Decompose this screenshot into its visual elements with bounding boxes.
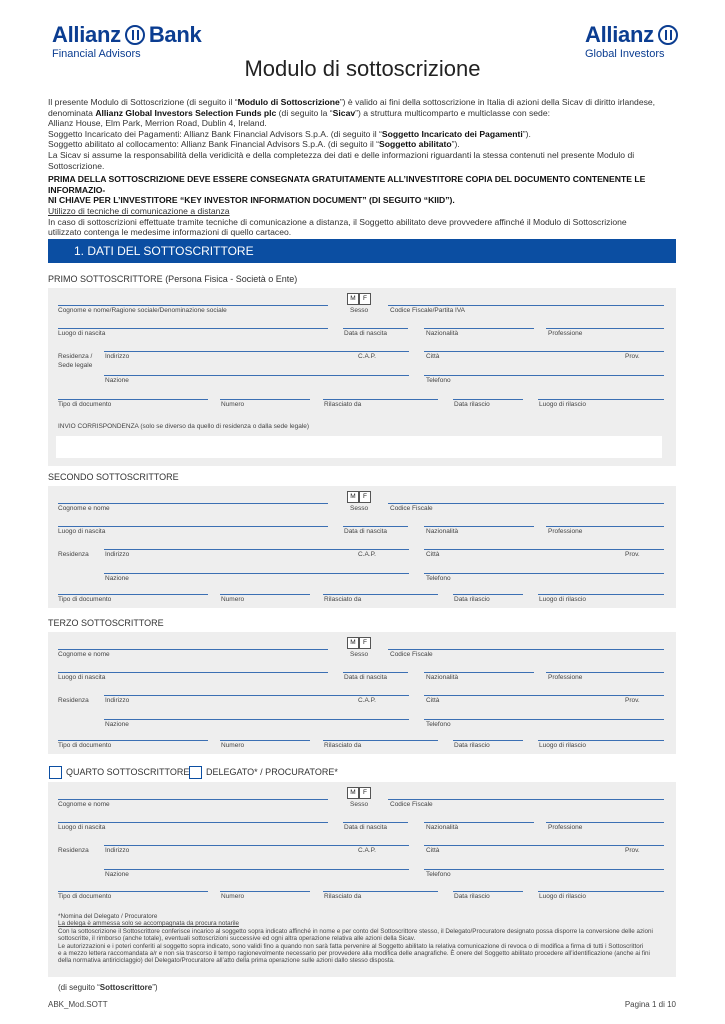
secondo-profession-field[interactable] xyxy=(546,526,664,527)
delegato-checkbox[interactable] xyxy=(189,766,202,779)
secondo-birthplace-label: Luogo di nascita xyxy=(58,528,106,535)
quarto-issuer-field[interactable] xyxy=(323,891,438,892)
quarto-issueplace-field[interactable] xyxy=(538,891,664,892)
intro-p4a: Soggetto Incaricato dei Pagamenti: Allianz Bank Financial Advisors S.p.A. (di seguito il “ xyxy=(48,128,382,139)
primo-name-label: Cognome e nome/Ragione sociale/Denominazione sociale xyxy=(58,307,227,314)
secondo-nationality-field[interactable] xyxy=(424,526,534,527)
intro-p6: La Sicav si assume la responsabilità della veridicità e della completezza dei dati e delle informazioni riguardanti la stessa contenuti nel presente Modulo di xyxy=(48,149,635,160)
primo-sex-label: Sesso xyxy=(350,307,369,314)
primo-heading xyxy=(48,274,297,284)
terzo-docnum-label: Numero xyxy=(221,742,245,749)
terzo-profession-label: Professione xyxy=(548,674,583,681)
terzo-profession-field[interactable] xyxy=(546,672,664,673)
intro-p2b: Allianz Global Investors Selection Funds plc xyxy=(95,107,277,118)
primo-correspondence-label: INVIO CORRISPONDENZA (solo se diverso da quello di residenza o dalla sede legale) xyxy=(58,423,310,430)
quarto-doctype-label: Tipo di documento xyxy=(58,893,112,900)
allianz-eagle-icon xyxy=(125,25,145,45)
primo-address-label: Indirizzo xyxy=(105,353,130,360)
primo-name-field[interactable] xyxy=(58,305,328,306)
quarto-prov-label: Prov. xyxy=(625,847,640,854)
secondo-sex-m[interactable]: M xyxy=(347,491,359,503)
kiid-notice-2: NI CHIAVE PER L’INVESTITORE “KEY INVESTOR INFORMATION DOCUMENT” (DI SEGUITO “KIID”). xyxy=(48,195,455,206)
terzo-birthplace-label: Luogo di nascita xyxy=(58,674,106,681)
quarto-issueplace-label: Luogo di rilascio xyxy=(539,893,586,900)
primo-correspondence-field[interactable] xyxy=(56,436,662,458)
terzo-address-field[interactable] xyxy=(104,695,409,696)
secondo-issuer-label: Rilasciato da xyxy=(324,596,362,603)
allianz-bank-logo xyxy=(52,22,201,60)
terzo-doctype-field[interactable] xyxy=(58,740,208,741)
quarto-birthdate-label: Data di nascita xyxy=(344,824,387,831)
note-2: La delega è ammessa solo se accompagnata da procura notarile xyxy=(58,920,239,928)
delegate-notes xyxy=(58,913,670,965)
primo-heading-a: PRIMO SOTTOSCRITTORE xyxy=(48,274,163,284)
terzo-docnum-field[interactable] xyxy=(220,740,310,741)
primo-residence-label: Residenza / xyxy=(58,353,93,360)
primo-address-field[interactable] xyxy=(104,351,409,352)
quarto-phone-field[interactable] xyxy=(424,869,664,870)
secondo-birthdate-label: Data di nascita xyxy=(344,528,387,535)
terzo-panel xyxy=(48,632,676,754)
quarto-name-label: Cognome e nome xyxy=(58,801,110,808)
quarto-cf-field[interactable] xyxy=(388,799,664,800)
terzo-country-label: Nazione xyxy=(105,721,129,728)
primo-cf-label: Codice Fiscale/Partita IVA xyxy=(390,307,466,314)
terzo-heading: TERZO SOTTOSCRITTORE xyxy=(48,618,164,628)
primo-nationality-field[interactable] xyxy=(424,328,534,329)
secondo-docnum-label: Numero xyxy=(221,596,245,603)
secondo-address-field[interactable] xyxy=(104,549,409,550)
quarto-issuedate-field[interactable] xyxy=(453,891,523,892)
secondo-panel xyxy=(48,486,676,608)
secondo-doctype-field[interactable] xyxy=(58,594,208,595)
quarto-issuer-label: Rilasciato da xyxy=(324,893,362,900)
secondo-issuer-field[interactable] xyxy=(323,594,438,595)
terzo-name-label: Cognome e nome xyxy=(58,651,110,658)
quarto-address-label: Indirizzo xyxy=(105,847,130,854)
logo-brand-bank: Bank xyxy=(148,22,202,47)
terzo-issuer-label: Rilasciato da xyxy=(324,742,362,749)
terzo-issueplace-field[interactable] xyxy=(538,740,664,741)
secondo-phone-field[interactable] xyxy=(424,573,664,574)
section-bar xyxy=(48,239,676,263)
quarto-profession-field[interactable] xyxy=(546,822,664,823)
secondo-cf-field[interactable] xyxy=(388,503,664,504)
primo-birthplace-label: Luogo di nascita xyxy=(58,330,106,337)
quarto-cf-label: Codice Fiscale xyxy=(390,801,433,808)
secondo-nationality-label: Nazionalità xyxy=(426,528,459,535)
delegato-checkbox-label: DELEGATO* / PROCURATORE* xyxy=(206,767,338,777)
quarto-issuedate-label: Data rilascio xyxy=(454,893,490,900)
terzo-cf-label: Codice Fiscale xyxy=(390,651,433,658)
section-title: 1. DATI DEL SOTTOSCRITTORE xyxy=(74,244,254,258)
primo-country-field[interactable] xyxy=(104,375,409,376)
secondo-issuedate-label: Data rilascio xyxy=(454,596,490,603)
quarto-address-field[interactable] xyxy=(104,845,409,846)
intro-p1a: Il presente Modulo di Sottoscrizione (di seguito il “ xyxy=(48,97,238,107)
intro-p5c: ”). xyxy=(451,139,460,150)
secondo-doctype-label: Tipo di documento xyxy=(58,596,112,603)
primo-doctype-field[interactable] xyxy=(58,399,208,400)
quarto-birthdate-field[interactable] xyxy=(343,822,408,823)
terzo-issuer-field[interactable] xyxy=(323,740,438,741)
primo-phone-field[interactable] xyxy=(424,375,664,376)
primo-panel xyxy=(48,288,676,466)
primo-issueplace-label: Luogo di rilascio xyxy=(539,401,586,408)
secondo-country-label: Nazione xyxy=(105,575,129,582)
primo-birthdate-label: Data di nascita xyxy=(344,330,387,337)
distance-heading: Utilizzo di tecniche di comunicazione a distanza xyxy=(48,205,230,216)
note-1: *Nomina del Delegato / Procuratore xyxy=(58,913,158,920)
quarto-nationality-field[interactable] xyxy=(424,822,534,823)
terzo-city-field[interactable] xyxy=(424,695,664,696)
terzo-phone-label: Telefono xyxy=(426,721,451,728)
primo-city-label: Città xyxy=(426,353,440,360)
secondo-city-label: Città xyxy=(426,551,440,558)
seguito-note xyxy=(58,983,158,992)
distance-text-1: In caso di sottoscrizioni effettuate tramite tecniche di comunicazione a distanza, il Soggetto abilitato deve provvedere affinché il Modulo di Sottoscrizione xyxy=(48,216,627,227)
page-title: Modulo di sottoscrizione xyxy=(244,56,481,81)
quarto-country-label: Nazione xyxy=(105,871,129,878)
secondo-cap-label: C.A.P. xyxy=(358,551,376,558)
secondo-issueplace-label: Luogo di rilascio xyxy=(539,596,586,603)
primo-docnum-field[interactable] xyxy=(220,399,310,400)
terzo-birthplace-field[interactable] xyxy=(58,672,328,673)
intro-p1c: ”) è valido ai fini della sottoscrizione in Italia di azioni della Sicav di diritto irlandese, xyxy=(339,97,656,107)
intro-text xyxy=(48,97,680,238)
primo-issueplace-field[interactable] xyxy=(538,399,664,400)
terzo-city-label: Città xyxy=(426,697,440,704)
intro-p7: Sottoscrizione. xyxy=(48,160,105,171)
terzo-prov-label: Prov. xyxy=(625,697,640,704)
quarto-nationality-label: Nazionalità xyxy=(426,824,459,831)
primo-doctype-label: Tipo di documento xyxy=(58,401,112,408)
terzo-issuedate-label: Data rilascio xyxy=(454,742,490,749)
intro-p5b: Soggetto abilitato xyxy=(379,139,452,150)
secondo-profession-label: Professione xyxy=(548,528,583,535)
intro-p1b: Modulo di Sottoscrizione xyxy=(237,97,340,107)
primo-issuedate-field[interactable] xyxy=(453,399,523,400)
note-6: e a mezzo lettera raccomandata a/r e non sia trascorso il tempo ragionevolmente necessario per provvedere alla modifica delle anagrafiche. È onere del Soggetto abilitato procedere all’identificazione (anche ai fini xyxy=(58,950,650,958)
primo-issuedate-label: Data rilascio xyxy=(454,401,490,408)
form-code: ABK_Mod.SOTT xyxy=(48,1000,108,1009)
primo-heading-b: (Persona Fisica - Società o Ente) xyxy=(162,274,298,284)
quarto-name-field[interactable] xyxy=(58,799,328,800)
quarto-sex-m[interactable]: M xyxy=(347,787,359,799)
secondo-issueplace-field[interactable] xyxy=(538,594,664,595)
secondo-residence-label: Residenza xyxy=(58,551,89,558)
primo-docnum-label: Numero xyxy=(221,401,245,408)
kiid-notice-1: PRIMA DELLA SOTTOSCRIZIONE DEVE ESSERE CONSEGNATA GRATUITAMENTE ALL’INVESTITORE COPIA DEL DOCUMENTO CONTENENTE LE INFORMAZIO- xyxy=(48,174,646,195)
secondo-issuedate-field[interactable] xyxy=(453,594,523,595)
quarto-checkbox[interactable] xyxy=(49,766,62,779)
secondo-birthdate-field[interactable] xyxy=(343,526,408,527)
intro-p4b: Soggetto Incaricato dei Pagamenti xyxy=(381,128,523,139)
intro-p2d: Sicav xyxy=(332,107,356,118)
intro-p2e: ”) a struttura multicomparto e multiclasse con sede: xyxy=(355,107,551,118)
primo-cf-field[interactable] xyxy=(388,305,664,306)
quarto-phone-label: Telefono xyxy=(426,871,451,878)
terzo-country-field[interactable] xyxy=(104,719,409,720)
quarto-docnum-label: Numero xyxy=(221,893,245,900)
quarto-city-label: Città xyxy=(426,847,440,854)
terzo-sex-f[interactable]: F xyxy=(359,637,371,649)
terzo-residence-label: Residenza xyxy=(58,697,89,704)
secondo-docnum-field[interactable] xyxy=(220,594,310,595)
secondo-name-field[interactable] xyxy=(58,503,328,504)
primo-birthplace-field[interactable] xyxy=(58,328,328,329)
primo-profession-label: Professione xyxy=(548,330,583,337)
quarto-birthplace-field[interactable] xyxy=(58,822,328,823)
quarto-checkbox-label: QUARTO SOTTOSCRITTORE xyxy=(66,767,190,777)
primo-country-label: Nazione xyxy=(105,377,129,384)
primo-issuer-label: Rilasciato da xyxy=(324,401,362,408)
quarto-birthplace-label: Luogo di nascita xyxy=(58,824,106,831)
terzo-sex-m[interactable]: M xyxy=(347,637,359,649)
quarto-docnum-field[interactable] xyxy=(220,891,310,892)
note-4: sottoscritte, il rimborso (anche totale), eventuali sottoscrizioni successive ed ogni altra operazione relativa alle azioni della Sicav. xyxy=(58,935,416,943)
terzo-cap-label: C.A.P. xyxy=(358,697,376,704)
quarto-profession-label: Professione xyxy=(548,824,583,831)
secondo-country-field[interactable] xyxy=(104,573,409,574)
terzo-name-field[interactable] xyxy=(58,649,328,650)
terzo-doctype-label: Tipo di documento xyxy=(58,742,112,749)
terzo-sex-label: Sesso xyxy=(350,651,369,658)
intro-p3: Allianz House, Elm Park, Merrion Road, Dublin 4, Ireland. xyxy=(48,118,267,129)
intro-p5a: Soggetto abilitato al collocamento: Allianz Bank Financial Advisors S.p.A. (di seguito il “ xyxy=(48,139,380,150)
terzo-nationality-field[interactable] xyxy=(424,672,534,673)
allianz-eagle-icon xyxy=(658,25,678,45)
seguito-a: (di seguito “ xyxy=(58,983,100,992)
secondo-city-field[interactable] xyxy=(424,549,664,550)
secondo-prov-label: Prov. xyxy=(625,551,640,558)
intro-p4c: ”). xyxy=(522,128,531,139)
terzo-issueplace-label: Luogo di rilascio xyxy=(539,742,586,749)
note-7: della normativa antiriciclaggio) del Delegato/Procuratore all’atto della prima operazione sulle azioni dallo stesso disposta. xyxy=(58,957,395,965)
primo-issuer-field[interactable] xyxy=(323,399,438,400)
quarto-residence-label: Residenza xyxy=(58,847,89,854)
quarto-doctype-field[interactable] xyxy=(58,891,208,892)
secondo-sex-label: Sesso xyxy=(350,505,369,512)
primo-sex-m[interactable]: M xyxy=(347,293,359,305)
seguito-c: ”) xyxy=(152,983,158,992)
primo-prov-label: Prov. xyxy=(625,353,640,360)
primo-birthdate-field[interactable] xyxy=(343,328,408,329)
primo-sex-f[interactable]: F xyxy=(359,293,371,305)
seguito-b: Sottoscrittore xyxy=(99,983,153,992)
primo-profession-field[interactable] xyxy=(546,328,664,329)
primo-city-field[interactable] xyxy=(424,351,664,352)
quarto-panel xyxy=(48,782,676,977)
terzo-nationality-label: Nazionalità xyxy=(426,674,459,681)
quarto-country-field[interactable] xyxy=(104,869,409,870)
quarto-city-field[interactable] xyxy=(424,845,664,846)
secondo-phone-label: Telefono xyxy=(426,575,451,582)
terzo-phone-field[interactable] xyxy=(424,719,664,720)
allianz-gi-logo xyxy=(585,22,682,60)
secondo-name-label: Cognome e nome xyxy=(58,505,110,512)
terzo-birthdate-field[interactable] xyxy=(343,672,408,673)
quarto-sex-f[interactable]: F xyxy=(359,787,371,799)
logo-subtitle-right: Global Investors xyxy=(585,48,665,60)
terzo-cf-field[interactable] xyxy=(388,649,664,650)
distance-text-2: utilizzato contenga le medesime informazioni di quello cartaceo. xyxy=(48,227,292,238)
terzo-address-label: Indirizzo xyxy=(105,697,130,704)
page-number: Pagina 1 di 10 xyxy=(624,1000,676,1009)
primo-seat-label: Sede legale xyxy=(58,362,93,369)
note-3: Con la sottoscrizione il Sottoscrittore conferisce incarico al soggetto sopra indicato affinché in nome e per conto del Sottoscrittore stesso, il Delegato/Procuratore designato possa disporre la conversione delle azioni xyxy=(58,927,653,935)
intro-p2c: (di seguito la “ xyxy=(276,107,333,118)
secondo-sex-f[interactable]: F xyxy=(359,491,371,503)
secondo-cf-label: Codice Fiscale xyxy=(390,505,433,512)
secondo-address-label: Indirizzo xyxy=(105,551,130,558)
logo-brand-allianz-right: Allianz xyxy=(585,22,654,47)
secondo-heading: SECONDO SOTTOSCRITTORE xyxy=(48,472,179,482)
logo-brand-allianz: Allianz xyxy=(52,22,121,47)
primo-nationality-label: Nazionalità xyxy=(426,330,459,337)
terzo-birthdate-label: Data di nascita xyxy=(344,674,387,681)
primo-phone-label: Telefono xyxy=(426,377,451,384)
intro-p2a: denominata xyxy=(48,107,96,118)
primo-cap-label: C.A.P. xyxy=(358,353,376,360)
terzo-issuedate-field[interactable] xyxy=(453,740,523,741)
note-5: Le autorizzazioni e i poteri conferiti al soggetto sopra indicato, sono validi fino a quando non sarà fatta pervenire al Soggetto abilitato la relativa comunicazione di revoca o di modifica a firma di tutti i Sottoscrittori xyxy=(58,942,644,950)
quarto-sex-label: Sesso xyxy=(350,801,369,808)
quarto-cap-label: C.A.P. xyxy=(358,847,376,854)
logo-subtitle: Financial Advisors xyxy=(52,48,141,60)
secondo-birthplace-field[interactable] xyxy=(58,526,328,527)
